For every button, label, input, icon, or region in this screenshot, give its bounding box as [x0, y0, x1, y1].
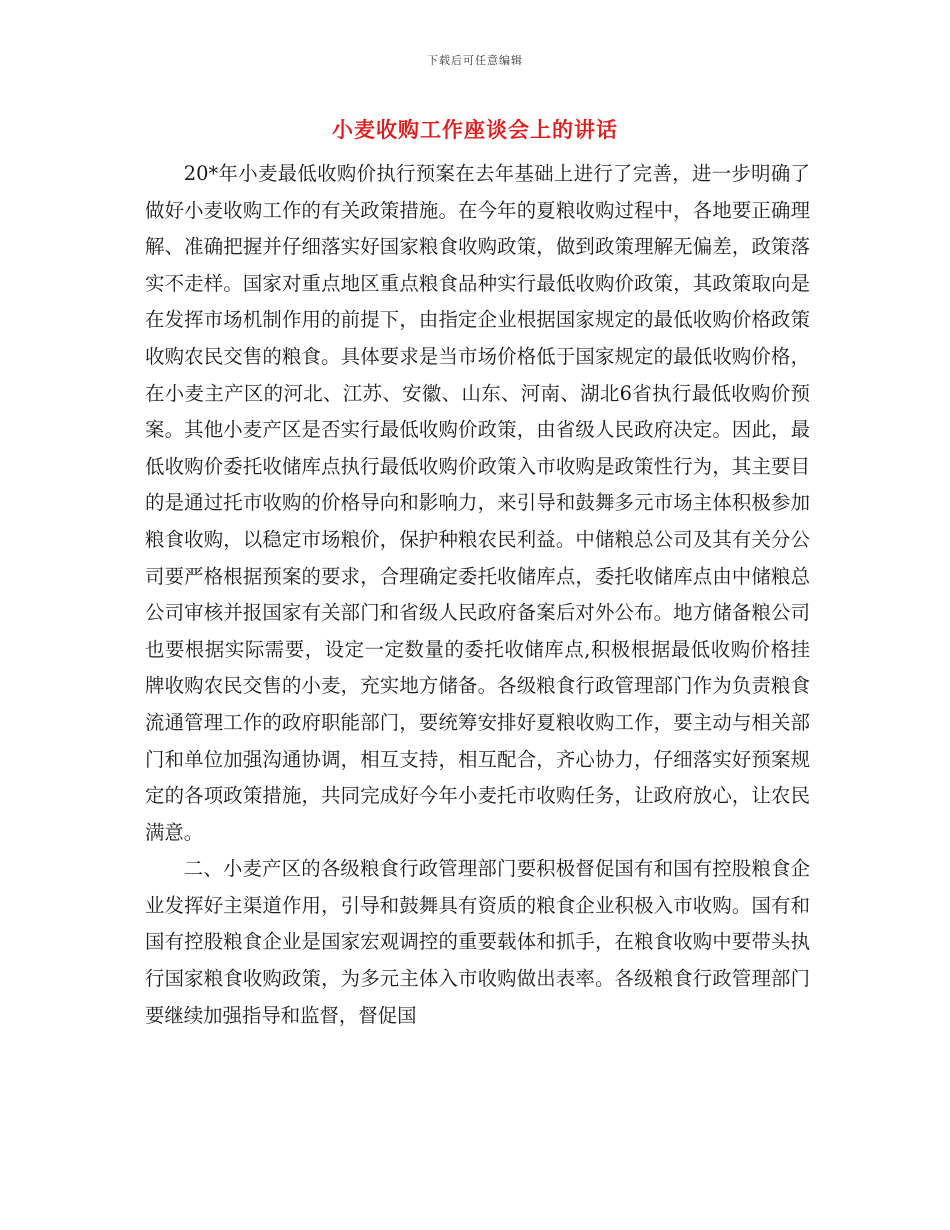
document-body: [145, 156, 810, 1034]
document-title: 小麦收购工作座谈会上的讲话: [332, 117, 618, 142]
header-note: 下载后可任意编辑: [427, 54, 523, 67]
body-paragraph: 二、小麦产区的各级粮食行政管理部门要积极督促国有和国有控股粮食企业发挥好主渠道作用，引导和鼓舞具有资质的粮食企业积极入市收购。国有和国有控股粮食企业是国家宏观调控的重要载体和抓手，在粮食收购中要带头执行国家粮食收购政策，为多元主体入市收购做出表率。各级粮食行政管理部门要继续加强指导和监督，督促国: [145, 857, 810, 1027]
body-paragraph: 20*年小麦最低收购价执行预案在去年基础上进行了完善，进一步明确了做好小麦收购工作的有关政策措施。在今年的夏粮收购过程中，各地要正确理解、准确把握并仔细落实好国家粮食收购政策，做到政策理解无偏差，政策落实不走样。国家对重点地区重点粮食品种实行最低收购价政策，其政策取向是在发挥市场机制作用的前提下，由指定企业根据国家规定的最低收购价格政策收购农民交售的粮食。具体要求是当市场价格低于国家规定的最低收购价格，在小麦主产区的河北、江苏、安徽、山东、河南、湖北6省执行最低收购价预案。其他小麦产区是否实行最低收购价政策，由省级人民政府决定。因此，最低收购价委托收储库点执行最低收购价政策入市收购是政策性行为，其主要目的是通过托市收购的价格导向和影响力，来引导和鼓舞多元市场主体积极参加粮食收购，以稳定市场粮价，保护种粮农民利益。中储粮总公司及其有关分公司要严格根据预案的要求，合理确定委托收储库点，委托收储库点由中储粮总公司审核并报国家有关部门和省级人民政府备案后对外公布。地方储备粮公司也要根据实际需要，设定一定数量的委托收储库点,积极根据最低收购价格挂牌收购农民交售的小麦，充实地方储备。各级粮食行政管理部门作为负责粮食流通管理工作的政府职能部门，要统筹安排好夏粮收购工作，要主动与相关部门和单位加强沟通协调，相互支持，相互配合，齐心协力，仔细落实好预案规定的各项政策措施，共同完成好今年小麦托市收购任务，让政府放心，让农民满意。: [145, 162, 810, 844]
